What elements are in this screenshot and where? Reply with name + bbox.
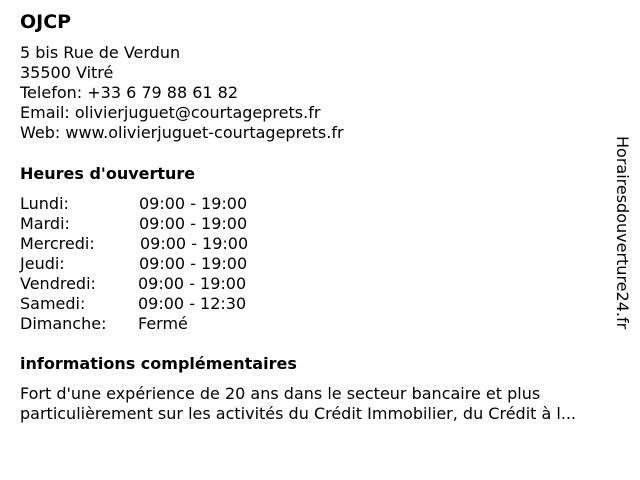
day-label: Lundi: bbox=[20, 194, 69, 213]
day-hours: 09:00 - 19:00 bbox=[138, 274, 247, 293]
day-hours: 09:00 - 19:00 bbox=[139, 254, 248, 273]
additional-info-text bbox=[20, 384, 632, 424]
contact-block bbox=[20, 43, 344, 143]
business-name: OJCP bbox=[20, 11, 72, 33]
additional-info-heading: informations complémentaires bbox=[20, 354, 297, 373]
info-line-1: Fort d'une expérience de 20 ans dans le secteur bancaire et plus bbox=[20, 384, 541, 403]
day-hours: 09:00 - 19:00 bbox=[139, 194, 248, 213]
day-label: Mercredi: bbox=[20, 234, 95, 253]
day-hours: 09:00 - 19:00 bbox=[140, 234, 249, 253]
email-address[interactable]: Email: olivierjuguet@courtageprets.fr bbox=[20, 103, 321, 122]
day-label: Mardi: bbox=[20, 214, 70, 233]
opening-hours-heading: Heures d'ouverture bbox=[20, 164, 196, 183]
day-hours: Fermé bbox=[138, 314, 188, 333]
info-line-2: particulièrement sur les activités du Crédit Immobilier, du Crédit à l... bbox=[20, 404, 577, 423]
watermark-text: Horairesdouverture24.fr bbox=[613, 136, 632, 330]
day-hours: 09:00 - 19:00 bbox=[139, 214, 248, 233]
phone-number[interactable]: Telefon: +33 6 79 88 61 82 bbox=[20, 83, 239, 102]
address-street: 5 bis Rue de Verdun bbox=[20, 43, 181, 62]
website-link[interactable]: Web: www.olivierjuguet-courtageprets.fr bbox=[20, 123, 344, 142]
day-label: Samedi: bbox=[20, 294, 86, 313]
day-label: Jeudi: bbox=[20, 254, 65, 273]
day-label: Dimanche: bbox=[20, 314, 107, 333]
day-label: Vendredi: bbox=[20, 274, 96, 293]
address-city: 35500 Vitré bbox=[20, 63, 114, 82]
day-hours: 09:00 - 12:30 bbox=[138, 294, 247, 313]
